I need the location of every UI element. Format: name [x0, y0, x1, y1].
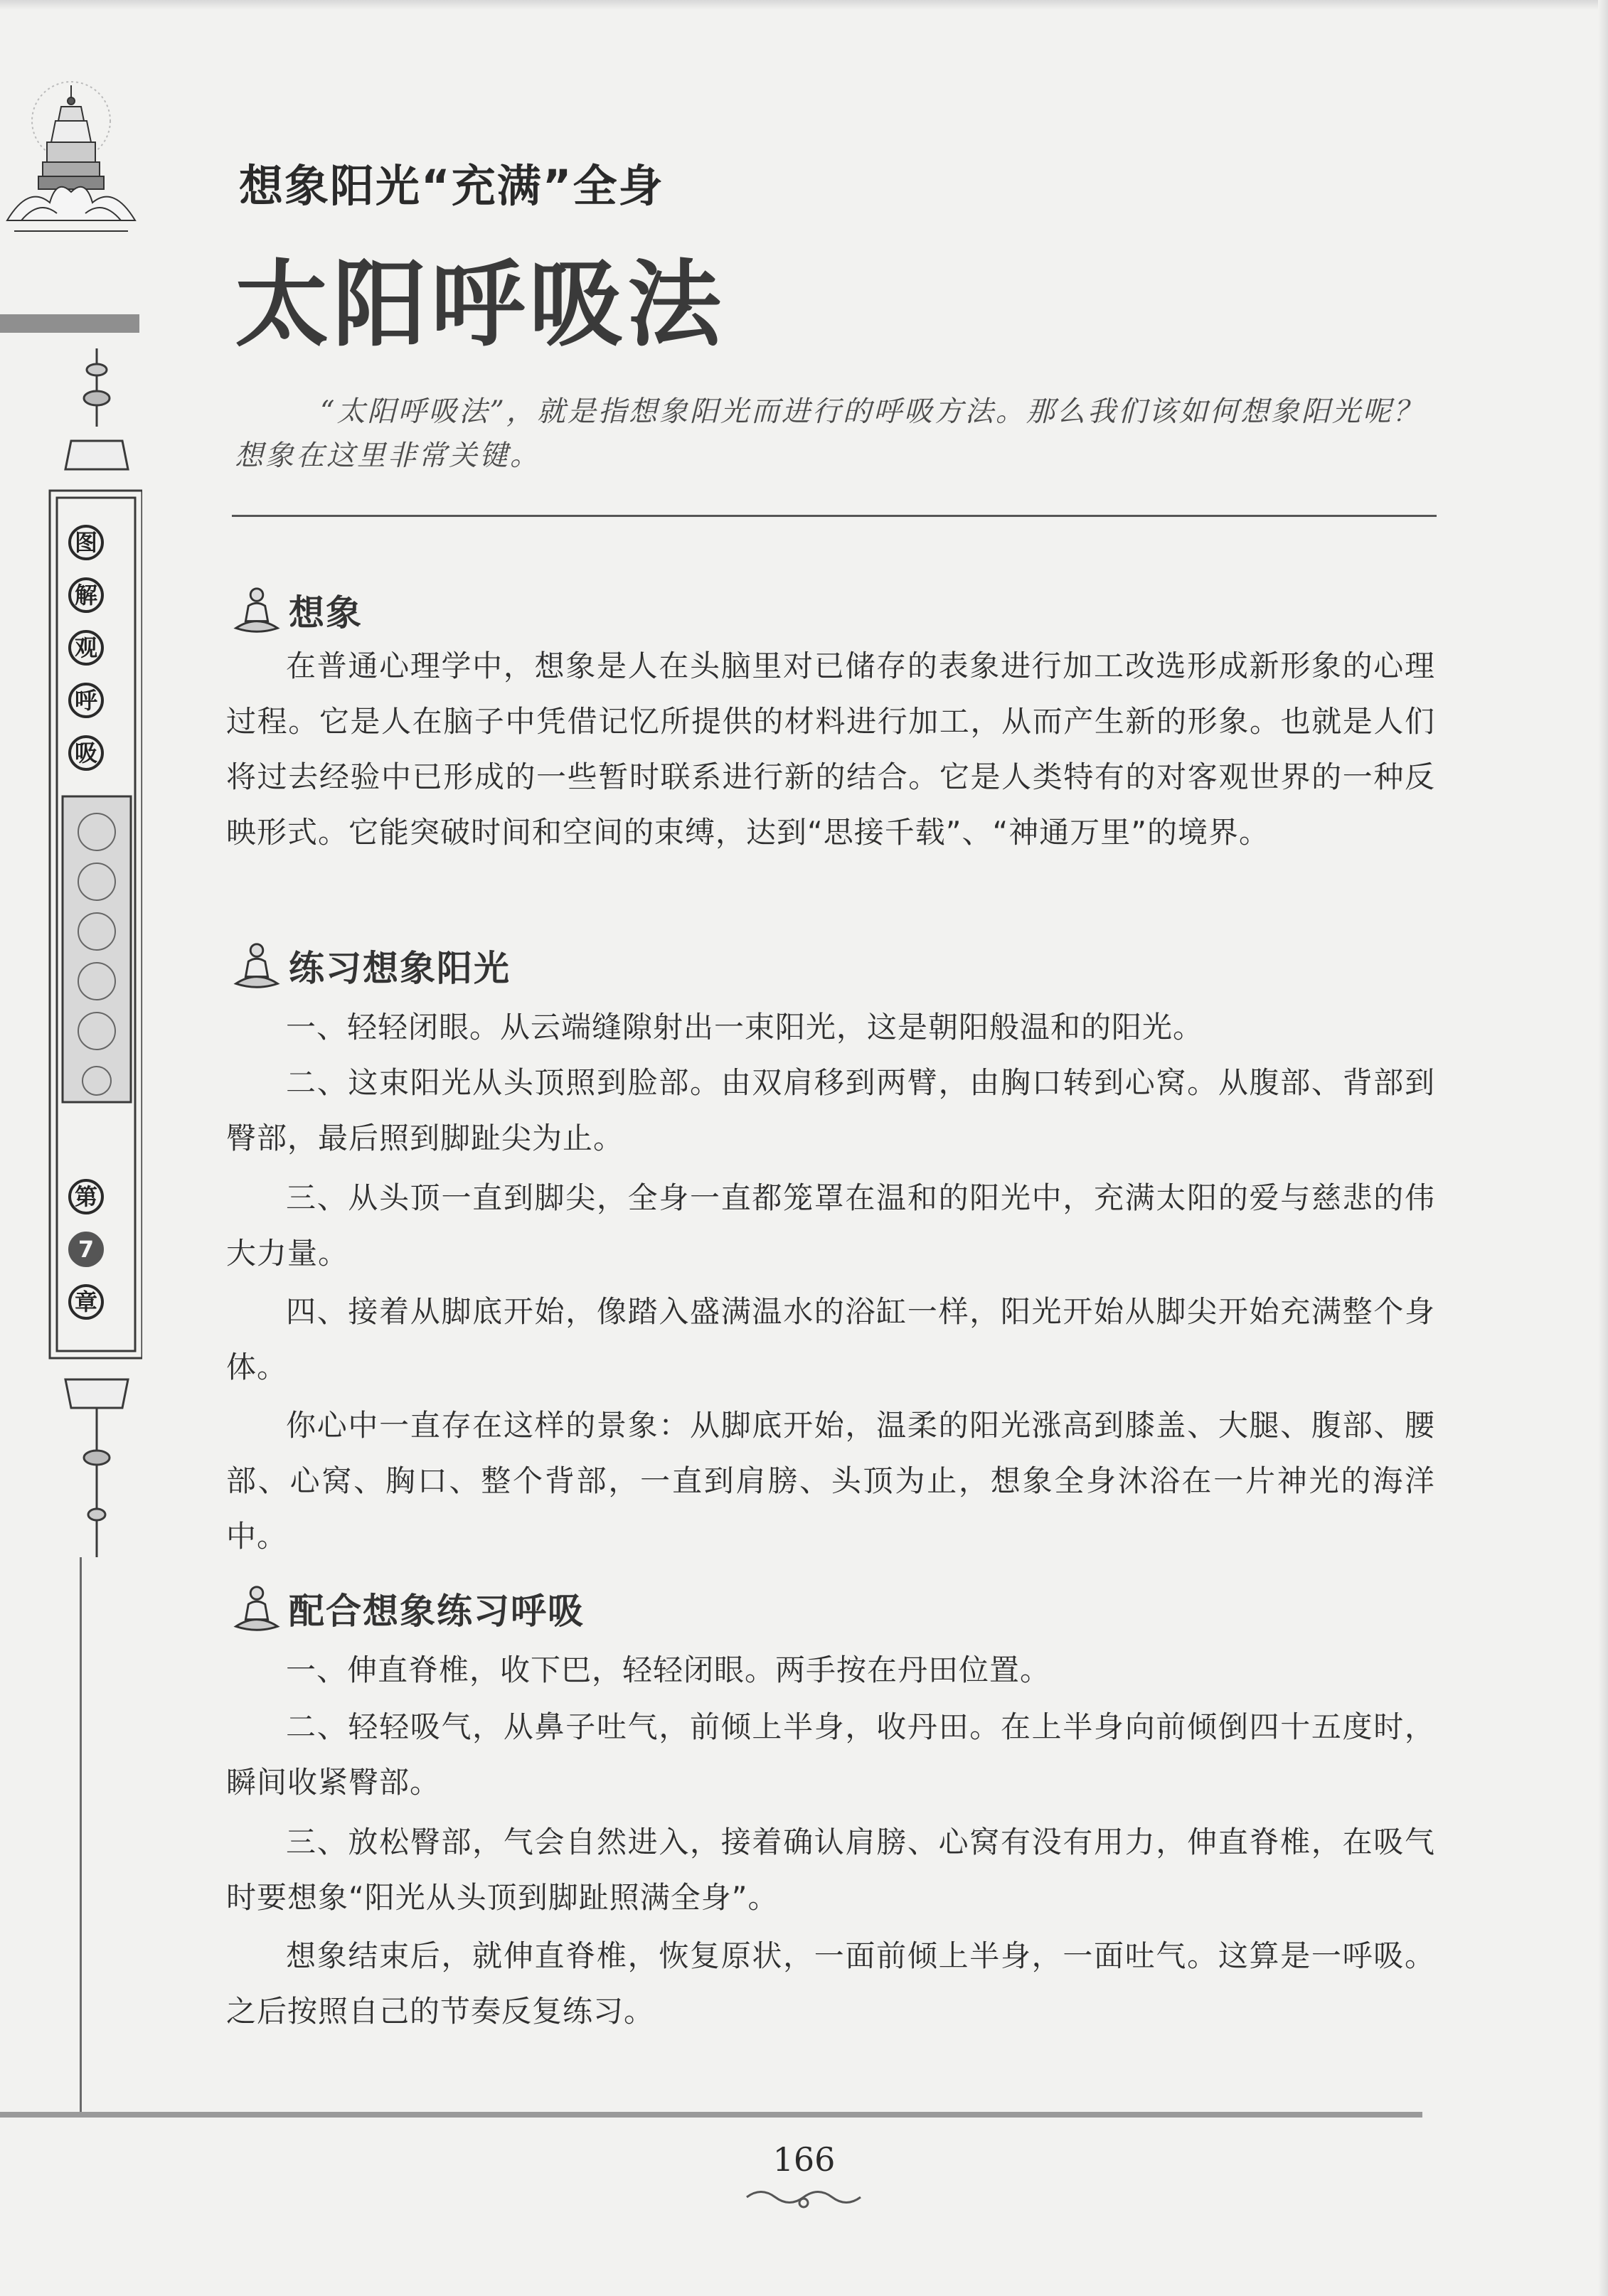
intro-divider [232, 515, 1437, 517]
footer-rule [0, 2112, 1422, 2118]
page-number-ornament [740, 2183, 868, 2211]
book-title-char: 吸 [68, 735, 104, 771]
chapter-label-vertical [68, 1179, 111, 1337]
book-title-char: 观 [68, 630, 104, 666]
section-heading-breathing [229, 1580, 585, 1637]
page-right-edge [1598, 0, 1608, 2296]
chapter-char: 第 [68, 1179, 104, 1214]
section-paragraph: 四、接着从脚底开始，像踏入盛满温水的浴缸一样，阳光开始从脚尖开始充满整个身体。 [226, 1294, 1435, 1384]
section-paragraph: 想象结束后，就伸直脊椎，恢复原状，一面前倾上半身，一面吐气。这算是一呼吸。之后按照自己的节奏反复练习。 [226, 1938, 1435, 2029]
book-title-char: 呼 [68, 683, 104, 718]
intro-paragraph: “太阳呼吸法”，就是指想象阳光而进行的呼吸方法。那么我们该如何想象阳光呢？想象在这里非常关键。 [235, 395, 1424, 472]
page-top-edge [0, 0, 1608, 10]
meditating-figure-icon [229, 1581, 284, 1636]
book-title-vertical [68, 525, 111, 788]
page-subtitle: 想象阳光“充满”全身 [239, 160, 664, 212]
header-gray-band [0, 314, 139, 333]
section-paragraph: 在普通心理学中，想象是人在头脑里对已储存的表象进行加工改选形成新形象的心理过程。它是人在脑子中凭借记忆所提供的材料进行加工，从而产生新的形象。也就是人们将过去经验中已形成的一些暂时联系进行新的结合。它是人类特有的对客观世界的一种反映形式。它能突破时间和空间的束缚，达到“思接千载”、“神通万里”的境界。 [226, 648, 1435, 850]
section-heading-practice-sunlight [229, 937, 511, 994]
book-title-char: 解 [68, 577, 104, 613]
section-paragraph: 三、放松臀部，气会自然进入，接着确认肩膀、心窝有没有用力，伸直脊椎，在吸气时要想象“阳光从头顶到脚趾照满全身”。 [226, 1825, 1435, 1915]
section-heading-text: 想象 [289, 592, 363, 634]
section-paragraph: 二、这束阳光从头顶照到脸部。由双肩移到两臂，由胸口转到心窝。从腹部、背部到臀部，最后照到脚趾尖为止。 [226, 1065, 1435, 1155]
section-paragraph: 二、轻轻吸气，从鼻子吐气，前倾上半身，收丹田。在上半身向前倾倒四十五度时，瞬间收紧臀部。 [226, 1709, 1435, 1800]
section-paragraph: 你心中一直存在这样的景象：从脚底开始，温柔的阳光涨高到膝盖、大腿、腹部、腰部、心窝、胸口、整个背部，一直到肩膀、头顶为止，想象全身沐浴在一片神光的海洋中。 [226, 1408, 1435, 1554]
page-number: 166 [772, 2140, 836, 2179]
left-vertical-rule [80, 1557, 82, 2112]
chapter-char: 章 [68, 1284, 104, 1320]
chapter-number: 7 [68, 1232, 104, 1267]
section-heading-text: 配合想象练习呼吸 [289, 1590, 585, 1632]
page-title: 太阳呼吸法 [235, 250, 725, 360]
meditating-figure-icon [229, 582, 284, 638]
book-title-char: 图 [68, 525, 104, 560]
section-paragraph: 一、伸直脊椎，收下巴，轻轻闭眼。两手按在丹田位置。 [286, 1652, 1051, 1687]
section-paragraph: 三、从头顶一直到脚尖，全身一直都笼罩在温和的阳光中，充满太阳的爱与慈悲的伟大力量。 [226, 1180, 1435, 1271]
stupa-lotus-ornament [0, 78, 142, 292]
meditating-figure-icon [229, 938, 284, 993]
section-heading-imagination [229, 582, 363, 639]
section-heading-text: 练习想象阳光 [289, 947, 511, 989]
section-paragraph: 一、轻轻闭眼。从云端缝隙射出一束阳光，这是朝阳般温和的阳光。 [286, 1010, 1204, 1045]
